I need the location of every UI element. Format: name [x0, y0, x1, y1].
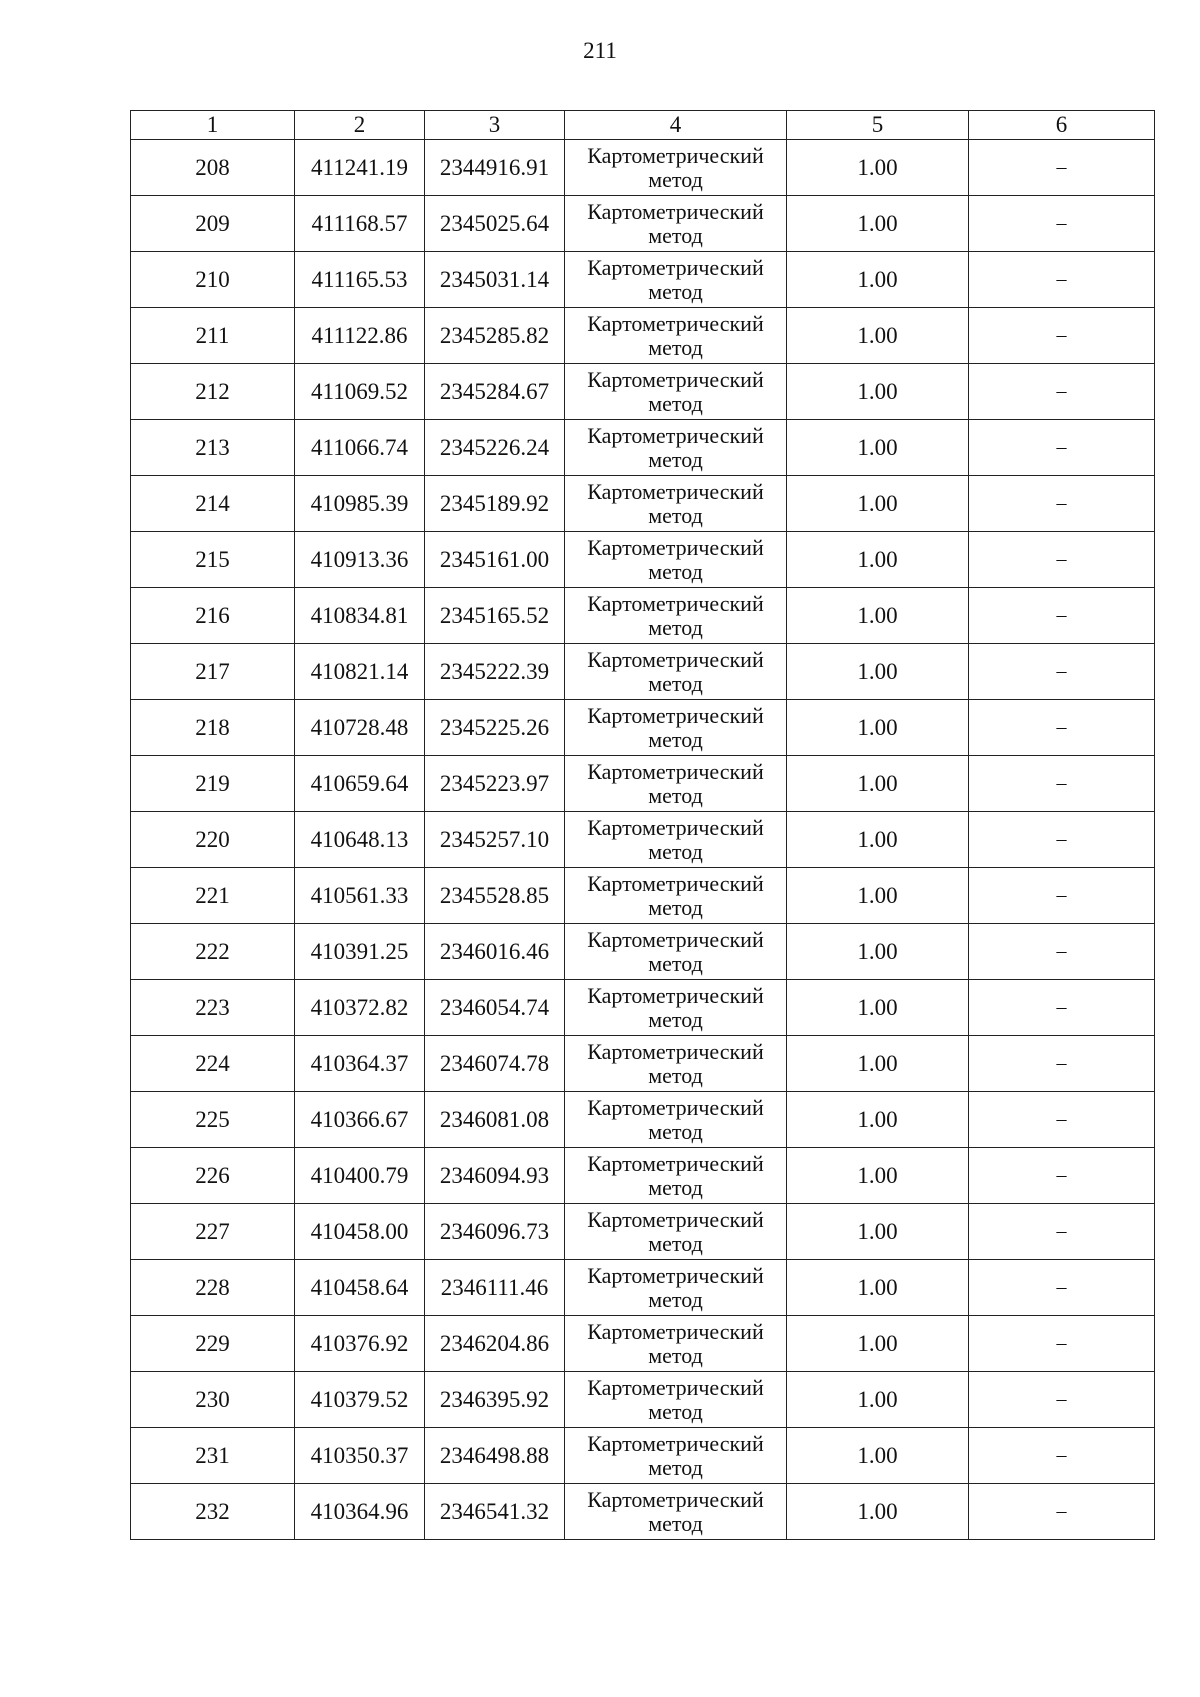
y-coordinate-cell: 2346204.86: [425, 1316, 565, 1372]
note-cell: –: [969, 700, 1155, 756]
table-row: [131, 1484, 1155, 1540]
method-line-2: метод: [648, 390, 703, 416]
method-cell: [565, 532, 787, 588]
accuracy-cell: 1.00: [787, 700, 969, 756]
y-coordinate-cell: 2346054.74: [425, 980, 565, 1036]
method-line-1: Картометрический: [587, 646, 764, 672]
method-line-1: Картометрический: [587, 422, 764, 448]
method-cell: [565, 812, 787, 868]
point-number-cell: 212: [131, 364, 295, 420]
y-coordinate-cell: 2345031.14: [425, 252, 565, 308]
method-line-1: Картометрический: [587, 1374, 764, 1400]
accuracy-cell: 1.00: [787, 756, 969, 812]
method-cell: [565, 308, 787, 364]
accuracy-cell: 1.00: [787, 252, 969, 308]
accuracy-cell: 1.00: [787, 196, 969, 252]
table-row: [131, 1204, 1155, 1260]
point-number-cell: 220: [131, 812, 295, 868]
method-cell: [565, 1484, 787, 1540]
y-coordinate-cell: 2344916.91: [425, 140, 565, 196]
table-row: [131, 1372, 1155, 1428]
method-line-1: Картометрический: [587, 254, 764, 280]
method-line-1: Картометрический: [587, 1150, 764, 1176]
method-line-2: метод: [648, 1230, 703, 1256]
column-header: 3: [425, 111, 565, 140]
accuracy-cell: 1.00: [787, 1036, 969, 1092]
table-row: [131, 1428, 1155, 1484]
note-cell: –: [969, 420, 1155, 476]
y-coordinate-cell: 2346111.46: [425, 1260, 565, 1316]
accuracy-cell: 1.00: [787, 868, 969, 924]
method-cell: [565, 420, 787, 476]
y-coordinate-cell: 2345161.00: [425, 532, 565, 588]
x-coordinate-cell: 410458.00: [295, 1204, 425, 1260]
table-row: [131, 756, 1155, 812]
note-cell: –: [969, 196, 1155, 252]
method-cell: [565, 1092, 787, 1148]
y-coordinate-cell: 2346498.88: [425, 1428, 565, 1484]
y-coordinate-cell: 2346096.73: [425, 1204, 565, 1260]
note-cell: –: [969, 532, 1155, 588]
method-cell: [565, 924, 787, 980]
note-cell: –: [969, 868, 1155, 924]
x-coordinate-cell: 411165.53: [295, 252, 425, 308]
method-line-2: метод: [648, 278, 703, 304]
point-number-cell: 216: [131, 588, 295, 644]
point-number-cell: 219: [131, 756, 295, 812]
point-number-cell: 217: [131, 644, 295, 700]
table-row: [131, 644, 1155, 700]
column-header: 1: [131, 111, 295, 140]
table-row: [131, 1036, 1155, 1092]
table-row: [131, 140, 1155, 196]
method-cell: [565, 476, 787, 532]
x-coordinate-cell: 410364.37: [295, 1036, 425, 1092]
method-cell: [565, 700, 787, 756]
y-coordinate-cell: 2346081.08: [425, 1092, 565, 1148]
accuracy-cell: 1.00: [787, 1204, 969, 1260]
method-cell: [565, 1204, 787, 1260]
table-row: [131, 1260, 1155, 1316]
table-row: [131, 1316, 1155, 1372]
note-cell: –: [969, 1092, 1155, 1148]
x-coordinate-cell: 411066.74: [295, 420, 425, 476]
table-row: [131, 532, 1155, 588]
method-line-1: Картометрический: [587, 1206, 764, 1232]
accuracy-cell: 1.00: [787, 644, 969, 700]
accuracy-cell: 1.00: [787, 588, 969, 644]
method-line-2: метод: [648, 838, 703, 864]
x-coordinate-cell: 410985.39: [295, 476, 425, 532]
method-line-2: метод: [648, 1062, 703, 1088]
table-row: [131, 1148, 1155, 1204]
table-row: [131, 1092, 1155, 1148]
method-line-1: Картометрический: [587, 142, 764, 168]
table-header-row: [131, 111, 1155, 140]
method-line-2: метод: [648, 334, 703, 360]
method-line-1: Картометрический: [587, 1486, 764, 1512]
point-number-cell: 225: [131, 1092, 295, 1148]
method-cell: [565, 1148, 787, 1204]
method-line-1: Картометрический: [587, 1038, 764, 1064]
method-line-2: метод: [648, 1454, 703, 1480]
y-coordinate-cell: 2346074.78: [425, 1036, 565, 1092]
method-line-2: метод: [648, 166, 703, 192]
note-cell: –: [969, 1484, 1155, 1540]
y-coordinate-cell: 2346541.32: [425, 1484, 565, 1540]
coordinates-table: [130, 110, 1155, 1540]
note-cell: –: [969, 1428, 1155, 1484]
y-coordinate-cell: 2346094.93: [425, 1148, 565, 1204]
note-cell: –: [969, 252, 1155, 308]
method-line-2: метод: [648, 726, 703, 752]
method-line-2: метод: [648, 670, 703, 696]
accuracy-cell: 1.00: [787, 812, 969, 868]
method-line-2: метод: [648, 1118, 703, 1144]
method-line-1: Картометрический: [587, 590, 764, 616]
y-coordinate-cell: 2345223.97: [425, 756, 565, 812]
point-number-cell: 218: [131, 700, 295, 756]
method-line-2: метод: [648, 1174, 703, 1200]
accuracy-cell: 1.00: [787, 1148, 969, 1204]
point-number-cell: 227: [131, 1204, 295, 1260]
method-line-1: Картометрический: [587, 310, 764, 336]
accuracy-cell: 1.00: [787, 476, 969, 532]
method-cell: [565, 1428, 787, 1484]
point-number-cell: 223: [131, 980, 295, 1036]
method-cell: [565, 140, 787, 196]
method-line-2: метод: [648, 894, 703, 920]
method-cell: [565, 252, 787, 308]
table-row: [131, 364, 1155, 420]
method-cell: [565, 1316, 787, 1372]
method-cell: [565, 868, 787, 924]
x-coordinate-cell: 410376.92: [295, 1316, 425, 1372]
note-cell: –: [969, 756, 1155, 812]
method-line-1: Картометрический: [587, 534, 764, 560]
x-coordinate-cell: 410561.33: [295, 868, 425, 924]
point-number-cell: 226: [131, 1148, 295, 1204]
method-line-1: Картометрический: [587, 814, 764, 840]
x-coordinate-cell: 410366.67: [295, 1092, 425, 1148]
method-line-2: метод: [648, 446, 703, 472]
accuracy-cell: 1.00: [787, 980, 969, 1036]
note-cell: –: [969, 1204, 1155, 1260]
method-line-1: Картометрический: [587, 198, 764, 224]
table-row: [131, 980, 1155, 1036]
method-cell: [565, 1372, 787, 1428]
x-coordinate-cell: 410648.13: [295, 812, 425, 868]
accuracy-cell: 1.00: [787, 420, 969, 476]
table-row: [131, 196, 1155, 252]
note-cell: –: [969, 812, 1155, 868]
method-line-2: метод: [648, 502, 703, 528]
method-cell: [565, 1260, 787, 1316]
x-coordinate-cell: 410834.81: [295, 588, 425, 644]
point-number-cell: 224: [131, 1036, 295, 1092]
point-number-cell: 231: [131, 1428, 295, 1484]
accuracy-cell: 1.00: [787, 308, 969, 364]
method-line-1: Картометрический: [587, 1094, 764, 1120]
x-coordinate-cell: 410391.25: [295, 924, 425, 980]
method-cell: [565, 980, 787, 1036]
point-number-cell: 210: [131, 252, 295, 308]
y-coordinate-cell: 2346016.46: [425, 924, 565, 980]
method-line-2: метод: [648, 950, 703, 976]
y-coordinate-cell: 2345025.64: [425, 196, 565, 252]
method-line-1: Картометрический: [587, 1430, 764, 1456]
method-line-2: метод: [648, 1398, 703, 1424]
y-coordinate-cell: 2345285.82: [425, 308, 565, 364]
note-cell: –: [969, 364, 1155, 420]
point-number-cell: 229: [131, 1316, 295, 1372]
table-row: [131, 868, 1155, 924]
method-cell: [565, 196, 787, 252]
point-number-cell: 209: [131, 196, 295, 252]
column-header: 6: [969, 111, 1155, 140]
note-cell: –: [969, 1260, 1155, 1316]
note-cell: –: [969, 1316, 1155, 1372]
note-cell: –: [969, 1148, 1155, 1204]
method-line-1: Картометрический: [587, 702, 764, 728]
x-coordinate-cell: 410728.48: [295, 700, 425, 756]
point-number-cell: 222: [131, 924, 295, 980]
y-coordinate-cell: 2345165.52: [425, 588, 565, 644]
accuracy-cell: 1.00: [787, 1316, 969, 1372]
table-row: [131, 588, 1155, 644]
method-line-1: Картометрический: [587, 758, 764, 784]
note-cell: –: [969, 1036, 1155, 1092]
table-row: [131, 476, 1155, 532]
method-line-1: Картометрический: [587, 1262, 764, 1288]
method-cell: [565, 756, 787, 812]
accuracy-cell: 1.00: [787, 1484, 969, 1540]
x-coordinate-cell: 410350.37: [295, 1428, 425, 1484]
method-cell: [565, 1036, 787, 1092]
note-cell: –: [969, 1372, 1155, 1428]
note-cell: –: [969, 476, 1155, 532]
y-coordinate-cell: 2345284.67: [425, 364, 565, 420]
x-coordinate-cell: 411069.52: [295, 364, 425, 420]
method-line-2: метод: [648, 782, 703, 808]
y-coordinate-cell: 2345222.39: [425, 644, 565, 700]
method-line-2: метод: [648, 1510, 703, 1536]
note-cell: –: [969, 924, 1155, 980]
accuracy-cell: 1.00: [787, 140, 969, 196]
point-number-cell: 228: [131, 1260, 295, 1316]
point-number-cell: 211: [131, 308, 295, 364]
x-coordinate-cell: 410364.96: [295, 1484, 425, 1540]
method-line-2: метод: [648, 1286, 703, 1312]
note-cell: –: [969, 644, 1155, 700]
method-line-2: метод: [648, 614, 703, 640]
y-coordinate-cell: 2346395.92: [425, 1372, 565, 1428]
x-coordinate-cell: 410379.52: [295, 1372, 425, 1428]
point-number-cell: 230: [131, 1372, 295, 1428]
y-coordinate-cell: 2345257.10: [425, 812, 565, 868]
column-header: 4: [565, 111, 787, 140]
table-row: [131, 252, 1155, 308]
method-cell: [565, 644, 787, 700]
method-line-1: Картометрический: [587, 366, 764, 392]
point-number-cell: 213: [131, 420, 295, 476]
y-coordinate-cell: 2345189.92: [425, 476, 565, 532]
note-cell: –: [969, 308, 1155, 364]
table-row: [131, 924, 1155, 980]
x-coordinate-cell: 410821.14: [295, 644, 425, 700]
x-coordinate-cell: 411122.86: [295, 308, 425, 364]
column-header: 2: [295, 111, 425, 140]
table-row: [131, 420, 1155, 476]
table-body: [131, 140, 1155, 1540]
method-line-1: Картометрический: [587, 926, 764, 952]
table-row: [131, 308, 1155, 364]
accuracy-cell: 1.00: [787, 364, 969, 420]
method-line-2: метод: [648, 222, 703, 248]
accuracy-cell: 1.00: [787, 532, 969, 588]
accuracy-cell: 1.00: [787, 1092, 969, 1148]
method-line-1: Картометрический: [587, 478, 764, 504]
x-coordinate-cell: 411241.19: [295, 140, 425, 196]
table-row: [131, 700, 1155, 756]
y-coordinate-cell: 2345225.26: [425, 700, 565, 756]
column-header: 5: [787, 111, 969, 140]
y-coordinate-cell: 2345226.24: [425, 420, 565, 476]
method-line-1: Картометрический: [587, 1318, 764, 1344]
point-number-cell: 221: [131, 868, 295, 924]
accuracy-cell: 1.00: [787, 1372, 969, 1428]
accuracy-cell: 1.00: [787, 1260, 969, 1316]
point-number-cell: 214: [131, 476, 295, 532]
note-cell: –: [969, 588, 1155, 644]
y-coordinate-cell: 2345528.85: [425, 868, 565, 924]
method-line-1: Картометрический: [587, 982, 764, 1008]
page-number: 211: [583, 38, 617, 63]
accuracy-cell: 1.00: [787, 1428, 969, 1484]
method-line-2: метод: [648, 1342, 703, 1368]
table-row: [131, 812, 1155, 868]
method-cell: [565, 588, 787, 644]
x-coordinate-cell: 410400.79: [295, 1148, 425, 1204]
x-coordinate-cell: 410913.36: [295, 532, 425, 588]
method-cell: [565, 364, 787, 420]
method-line-2: метод: [648, 558, 703, 584]
x-coordinate-cell: 410659.64: [295, 756, 425, 812]
x-coordinate-cell: 410372.82: [295, 980, 425, 1036]
x-coordinate-cell: 410458.64: [295, 1260, 425, 1316]
note-cell: –: [969, 140, 1155, 196]
note-cell: –: [969, 980, 1155, 1036]
point-number-cell: 215: [131, 532, 295, 588]
method-line-1: Картометрический: [587, 870, 764, 896]
point-number-cell: 208: [131, 140, 295, 196]
method-line-2: метод: [648, 1006, 703, 1032]
accuracy-cell: 1.00: [787, 924, 969, 980]
x-coordinate-cell: 411168.57: [295, 196, 425, 252]
point-number-cell: 232: [131, 1484, 295, 1540]
